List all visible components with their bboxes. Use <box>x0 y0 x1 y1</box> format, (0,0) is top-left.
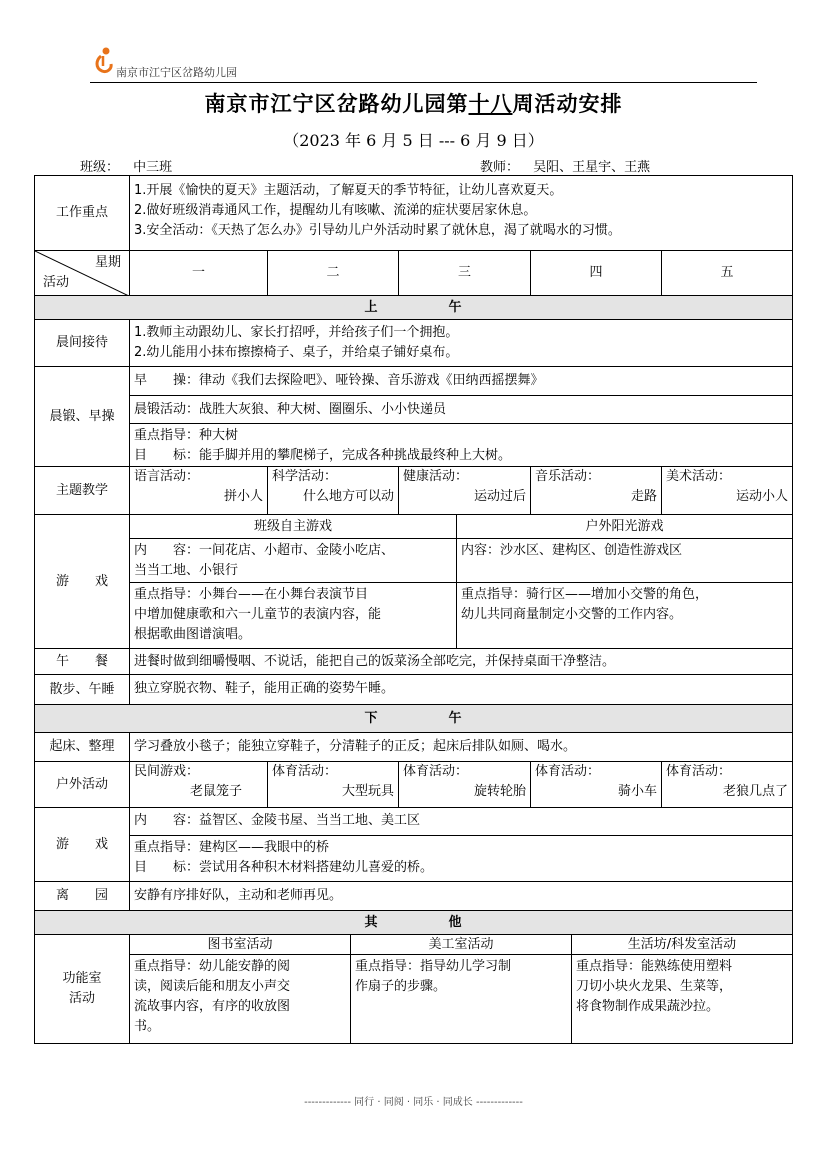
wakeup-content: 学习叠放小毯子；能独立穿鞋子，分清鞋子的正反；起床后排队如厕、喝水。 <box>129 732 793 762</box>
teacher-label: 教师： <box>480 160 520 175</box>
indoor-game-focus <box>129 582 457 649</box>
theme-subject-cell <box>129 466 268 515</box>
library-room-title: 图书室活动 <box>129 934 351 955</box>
indoor-game-content <box>129 538 457 583</box>
work-focus-content <box>129 175 793 251</box>
subject-name: 什么地方可以动 <box>302 489 394 504</box>
indoor-focus-line: 中增加健康歌和六一儿童节的表演内容，能 <box>134 607 382 622</box>
indoor-focus-line: 重点指导：小舞台——在小舞台表演节目 <box>134 587 369 602</box>
subject-name: 运动过后 <box>473 489 526 504</box>
library-room-content <box>129 954 351 1044</box>
indoor-game-title: 班级自主游戏 <box>129 514 457 539</box>
activity-type: 体育活动： <box>403 764 469 779</box>
afternoon-section-header: 下 午 <box>34 704 793 733</box>
corner-label-weekday: 星期 <box>94 255 121 270</box>
theme-subject-cell <box>530 466 662 515</box>
kindergarten-logo-icon <box>92 46 114 74</box>
room-content-line: 书。 <box>134 1019 161 1034</box>
afternoon-games-label: 游 戏 <box>34 807 130 882</box>
exercise-goal: 目 标：能手脚并用的攀爬梯子，完成各种挑战最终种上大树。 <box>134 448 512 463</box>
outdoor-game-focus <box>456 582 793 649</box>
date-range: （2023 年 6 月 5 日 --- 6 月 9 日） <box>283 131 544 150</box>
subject-name: 运动小人 <box>735 489 788 504</box>
activity-type: 民间游戏： <box>134 764 200 779</box>
afternoon-games-goal: 目 标：尝试用各种积木材料搭建幼儿喜爱的桥。 <box>134 860 434 875</box>
weekday-monday: 一 <box>129 250 268 296</box>
leave-label: 离 园 <box>34 881 130 911</box>
exercise-focus-row <box>130 423 792 467</box>
room-content-line: 作扇子的步骤。 <box>355 979 447 994</box>
outdoor-activity-label: 户外活动 <box>34 761 130 808</box>
lunch-label: 午 餐 <box>34 648 130 675</box>
room-content-line: 刀切小块火龙果、生菜等， <box>576 979 733 994</box>
indoor-content-line: 当当工地、小银行 <box>134 563 239 578</box>
exercise-content <box>129 366 793 467</box>
class-info <box>80 156 198 175</box>
activity-name: 大型玩具 <box>341 784 394 799</box>
outdoor-focus-line: 重点指导：骑行区——增加小交警的角色， <box>461 587 709 602</box>
header-kindergarten-name: 南京市江宁区岔路幼儿园 <box>116 66 237 79</box>
weekday-tuesday: 二 <box>267 250 399 296</box>
life-science-room-title: 生活坊/科发室活动 <box>571 934 793 955</box>
work-focus-item: 1.开展《愉快的夏天》主题活动，了解夏天的季节特征，让幼儿喜欢夏天。 <box>134 183 563 198</box>
reception-item: 1.教师主动跟幼儿、家长打招呼，并给孩子们一个拥抱。 <box>134 325 459 340</box>
morning-section-header: 上 午 <box>34 295 793 320</box>
lunch-content: 进餐时做到细嚼慢咽、不说话，能把自己的饭菜汤全部吃完，并保持桌面干净整洁。 <box>129 648 793 675</box>
reception-item: 2.幼儿能用小抹布擦擦椅子、桌子，并给桌子铺好桌布。 <box>134 345 459 360</box>
outdoor-focus-line: 幼儿共同商量制定小交警的工作内容。 <box>461 607 683 622</box>
other-section-header: 其 他 <box>34 910 793 935</box>
class-label: 班级： <box>80 160 120 175</box>
life-science-room-content <box>571 954 793 1044</box>
outdoor-activity-cell <box>530 761 662 808</box>
activity-type: 体育活动： <box>535 764 601 779</box>
weekday-wednesday: 三 <box>398 250 531 296</box>
activity-type: 体育活动： <box>666 764 732 779</box>
outdoor-activity-cell <box>661 761 793 808</box>
outdoor-activity-cell <box>398 761 531 808</box>
header-divider <box>90 82 757 83</box>
outdoor-activity-cell <box>267 761 399 808</box>
games-label: 游 戏 <box>34 514 130 649</box>
art-room-content <box>350 954 572 1044</box>
function-room-label-line: 功能室 <box>62 971 102 986</box>
outdoor-activity-cell <box>129 761 268 808</box>
outdoor-game-content: 内容：沙水区、建构区、创造性游戏区 <box>456 538 793 583</box>
subject-type: 健康活动： <box>403 469 469 484</box>
corner-label-activity: 活动 <box>43 275 70 290</box>
activity-type: 体育活动： <box>272 764 338 779</box>
nap-label: 散步、午睡 <box>34 674 130 705</box>
teacher-value: 吴阳、王星宇、王燕 <box>523 160 704 176</box>
morning-exercise-row: 早 操：律动《我们去探险吧》、哑铃操、音乐游戏《田纳西摇摆舞》 <box>134 373 544 388</box>
afternoon-games-areas: 内 容：益智区、金陵书屋、当当工地、美工区 <box>134 813 421 828</box>
wakeup-label: 起床、整理 <box>34 732 130 762</box>
weekly-schedule-table <box>34 175 793 1044</box>
room-content-line: 读，阅读后能和朋友小声交 <box>134 979 291 994</box>
function-room-label <box>34 934 130 1044</box>
function-room-label-line: 活动 <box>68 991 95 1006</box>
footer-motto: ------------- 同行 · 同阅 · 同乐 · 同成长 ------------- <box>304 1097 523 1108</box>
room-content-line: 重点指导：指导幼儿学习制 <box>355 959 512 974</box>
room-content-line: 重点指导：能熟练使用塑料 <box>576 959 733 974</box>
exercise-focus: 重点指导：种大树 <box>134 428 239 443</box>
activity-name: 老鼠笼子 <box>190 784 243 799</box>
teacher-info <box>480 156 704 175</box>
indoor-focus-line: 根据歌曲图谱演唱。 <box>134 627 252 642</box>
subject-type: 音乐活动： <box>535 469 601 484</box>
title-suffix: 周活动安排 <box>512 92 623 116</box>
theme-subject-cell <box>398 466 531 515</box>
nap-content: 独立穿脱衣物、鞋子，能用正确的姿势午睡。 <box>129 674 793 705</box>
subject-type: 美术活动： <box>666 469 732 484</box>
weekday-thursday: 四 <box>530 250 662 296</box>
theme-teaching-label: 主题教学 <box>34 466 130 515</box>
theme-subject-cell <box>661 466 793 515</box>
exercise-label: 晨锻、早操 <box>34 366 130 467</box>
activity-name: 旋转轮胎 <box>473 784 526 799</box>
subject-name: 走路 <box>630 489 657 504</box>
work-focus-item: 2.做好班级消毒通风工作，提醒幼儿有咳嗽、流涕的症状要居家休息。 <box>134 203 537 218</box>
morning-activity-row: 晨锻活动：战胜大灰狼、种大树、圈圈乐、小小快递员 <box>130 395 792 423</box>
art-room-title: 美工室活动 <box>350 934 572 955</box>
page-title <box>0 88 827 118</box>
activity-name: 老狼几点了 <box>722 784 788 799</box>
outdoor-game-title: 户外阳光游戏 <box>456 514 793 539</box>
reception-content <box>129 319 793 367</box>
theme-subject-cell <box>267 466 399 515</box>
subject-name: 拼小人 <box>223 489 263 504</box>
leave-content: 安静有序排好队，主动和老师再见。 <box>129 881 793 911</box>
subject-type: 科学活动： <box>272 469 338 484</box>
indoor-content-line: 内 容：一间花店、小超市、金陵小吃店、 <box>134 543 395 558</box>
subject-type: 语言活动： <box>134 469 200 484</box>
weekday-friday: 五 <box>661 250 793 296</box>
room-content-line: 将食物制作成果蔬沙拉。 <box>576 999 720 1014</box>
title-week: 十八 <box>468 92 513 116</box>
afternoon-games-focus: 重点指导：建构区——我眼中的桥 <box>134 840 330 855</box>
activity-name: 骑小车 <box>617 784 657 799</box>
work-focus-item: 3.安全活动：《天热了怎么办》引导幼儿户外活动时累了就休息，渴了就喝水的习惯。 <box>134 223 621 238</box>
room-content-line: 重点指导：幼儿能安静的阅 <box>134 959 291 974</box>
weekday-corner-cell <box>34 250 130 296</box>
room-content-line: 流故事内容，有序的收放图 <box>134 999 291 1014</box>
class-value: 中三班 <box>123 160 198 176</box>
afternoon-games-content <box>129 807 793 882</box>
reception-label: 晨间接待 <box>34 319 130 367</box>
title-prefix: 南京市江宁区岔路幼儿园第 <box>204 92 469 116</box>
afternoon-games-focus-row <box>130 835 792 882</box>
work-focus-label: 工作重点 <box>34 175 130 251</box>
